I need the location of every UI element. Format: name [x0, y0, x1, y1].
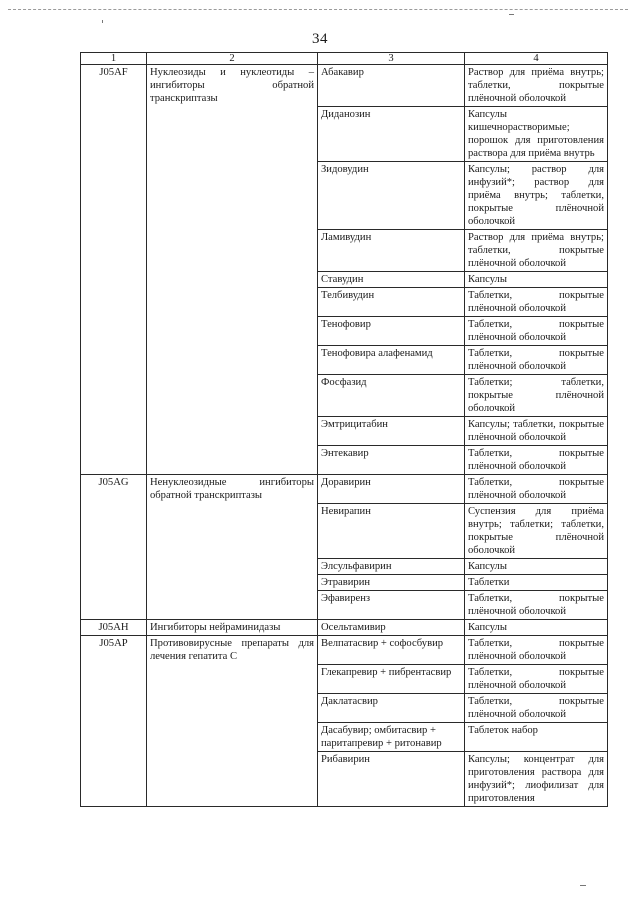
dosage-form-cell: Таблетки, покрытые плёночной оболочкой — [465, 665, 608, 694]
dosage-form-cell: Раствор для приёма внутрь; таблетки, покрытые плёночной оболочкой — [465, 65, 608, 107]
drug-name-cell: Диданозин — [318, 107, 465, 162]
group-name-cell: Противовирусные препараты для лечения гепатита С — [147, 636, 318, 807]
group-name-cell: Ингибиторы нейраминидазы — [147, 620, 318, 636]
column-number: 4 — [465, 53, 608, 65]
table-row — [81, 65, 608, 107]
drug-name-cell: Эмтрицитабин — [318, 417, 465, 446]
drug-name-cell: Доравирин — [318, 475, 465, 504]
scan-speck — [580, 885, 586, 886]
column-number: 1 — [81, 53, 147, 65]
drug-name-cell: Невирапин — [318, 504, 465, 559]
atc-code-cell: J05AF — [81, 65, 147, 475]
drug-name-cell: Рибавирин — [318, 752, 465, 807]
dosage-form-cell: Капсулы кишечнорастворимые; порошок для приготовления раствора для приёма внутрь — [465, 107, 608, 162]
atc-code-cell: J05AH — [81, 620, 147, 636]
dosage-form-cell: Таблетки, покрытые плёночной оболочкой — [465, 694, 608, 723]
dosage-form-cell: Раствор для приёма внутрь; таблетки, покрытые плёночной оболочкой — [465, 230, 608, 272]
column-number: 2 — [147, 53, 318, 65]
dosage-form-cell: Таблетки; таблетки, покрытые плёночной оболочкой — [465, 375, 608, 417]
drug-name-cell: Ставудин — [318, 272, 465, 288]
drug-name-cell: Фосфазид — [318, 375, 465, 417]
drug-table — [80, 52, 608, 807]
dosage-form-cell: Таблетки, покрытые плёночной оболочкой — [465, 346, 608, 375]
drug-name-cell: Дасабувир; омбитасвир + паритапревир + ритонавир — [318, 723, 465, 752]
atc-code-cell: J05AP — [81, 636, 147, 807]
dosage-form-cell: Таблетки, покрытые плёночной оболочкой — [465, 446, 608, 475]
dosage-form-cell: Таблетки, покрытые плёночной оболочкой — [465, 591, 608, 620]
scan-speck — [509, 14, 514, 15]
drug-name-cell: Даклатасвир — [318, 694, 465, 723]
group-name-cell: Ненуклеозидные ингибиторы обратной транскриптазы — [147, 475, 318, 620]
dosage-form-cell: Капсулы — [465, 620, 608, 636]
drug-name-cell: Ламивудин — [318, 230, 465, 272]
drug-name-cell: Энтекавир — [318, 446, 465, 475]
atc-code-cell: J05AG — [81, 475, 147, 620]
table-row — [81, 636, 608, 665]
drug-name-cell: Тенофовира алафенамид — [318, 346, 465, 375]
scan-speck — [102, 20, 103, 23]
drug-name-cell: Велпатасвир + софосбувир — [318, 636, 465, 665]
dosage-form-cell: Капсулы; таблетки, покрытые плёночной оболочкой — [465, 417, 608, 446]
dosage-form-cell: Капсулы — [465, 559, 608, 575]
column-number: 3 — [318, 53, 465, 65]
drug-name-cell: Абакавир — [318, 65, 465, 107]
dosage-form-cell: Таблетки, покрытые плёночной оболочкой — [465, 636, 608, 665]
dosage-form-cell: Таблеток набор — [465, 723, 608, 752]
dosage-form-cell: Таблетки, покрытые плёночной оболочкой — [465, 317, 608, 346]
column-number-row — [81, 53, 608, 65]
group-name-cell: Нуклеозиды и нуклеотиды – ингибиторы обратной транскриптазы — [147, 65, 318, 475]
dosage-form-cell: Суспензия для приёма внутрь; таблетки; таблетки, покрытые плёночной оболочкой — [465, 504, 608, 559]
table-row — [81, 475, 608, 504]
scan-edge-line — [8, 9, 628, 10]
drug-name-cell: Телбивудин — [318, 288, 465, 317]
dosage-form-cell: Капсулы — [465, 272, 608, 288]
drug-name-cell: Зидовудин — [318, 162, 465, 230]
dosage-form-cell: Таблетки, покрытые плёночной оболочкой — [465, 288, 608, 317]
page-number: 34 — [312, 31, 328, 47]
dosage-form-cell: Таблетки, покрытые плёночной оболочкой — [465, 475, 608, 504]
drug-name-cell: Тенофовир — [318, 317, 465, 346]
drug-name-cell: Осельтамивир — [318, 620, 465, 636]
drug-name-cell: Этравирин — [318, 575, 465, 591]
drug-name-cell: Глекапревир + пибрентасвир — [318, 665, 465, 694]
dosage-form-cell: Таблетки — [465, 575, 608, 591]
drug-name-cell: Эфавиренз — [318, 591, 465, 620]
table-row — [81, 620, 608, 636]
table-body — [81, 65, 608, 807]
dosage-form-cell: Капсулы; раствор для инфузий*; раствор для приёма внутрь; таблетки, покрытые плёночной оболочкой — [465, 162, 608, 230]
dosage-form-cell: Капсулы; концентрат для приготовления раствора для инфузий*; лиофилизат для приготовления — [465, 752, 608, 807]
drug-name-cell: Элсульфавирин — [318, 559, 465, 575]
